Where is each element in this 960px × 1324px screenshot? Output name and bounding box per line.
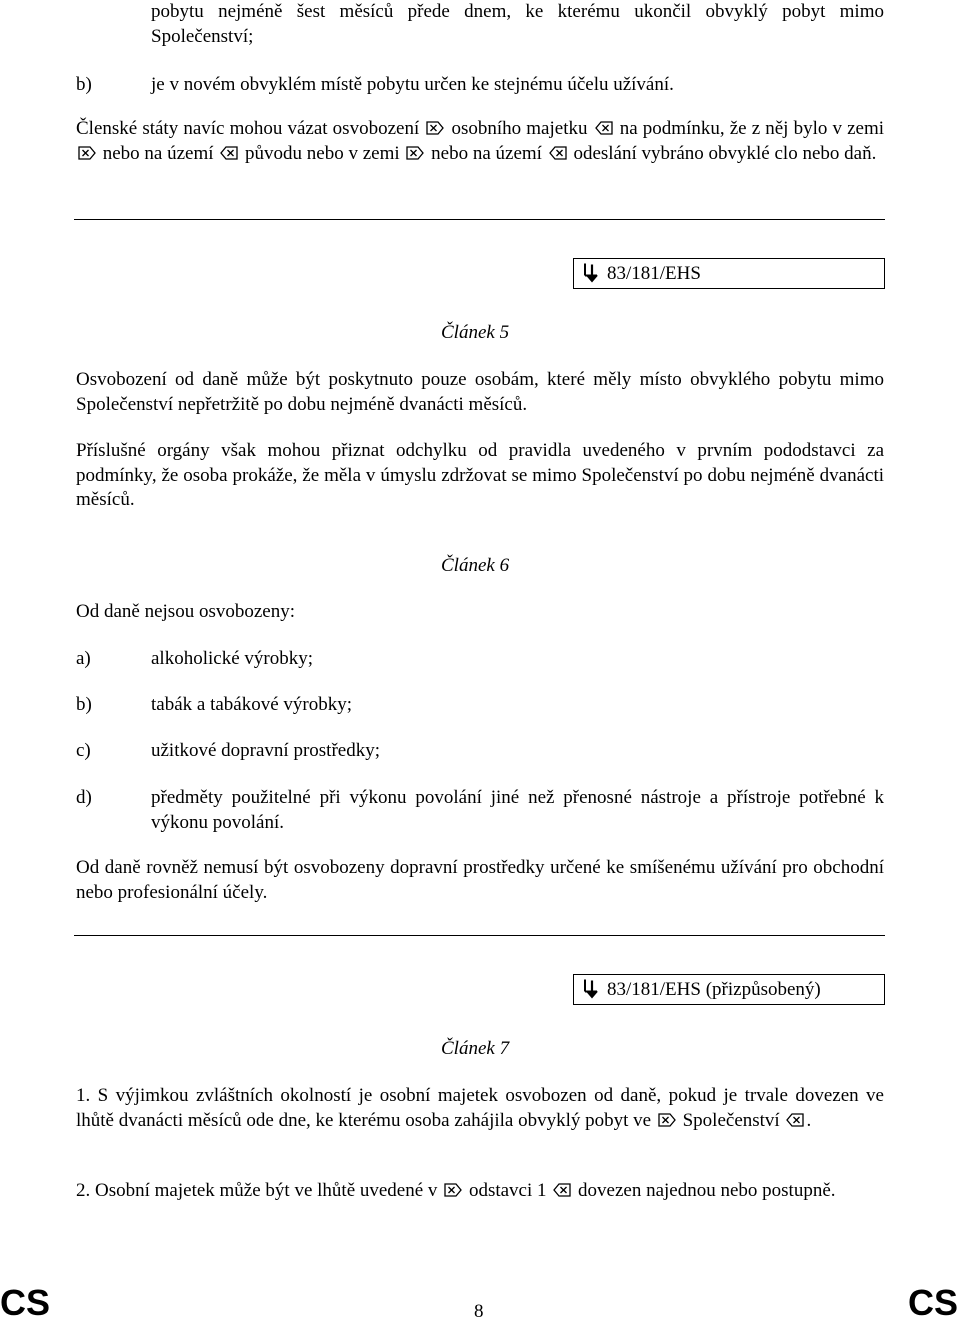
article-7-paragraph-1: 1. S výjimkou zvláštních okolností je osobní majetek osvobozen od daně, pokud je trvale dovezen ve lhůtě dvanácti měsíců ode dne, ke kterému osoba zahájila obvyklý pobyt ve Společenství . [76, 1085, 884, 1131]
list-letter-b: b) [76, 694, 92, 715]
article-5-paragraph-2: Příslušné orgány však mohou přiznat odchylku od pravidla uvedeného v prvním pododstavci za podmínky, že osoba prokáže, že měla v úmyslu zdržovat se mimo Společenství po dobu nejméně dvanácti měsíců. [76, 440, 884, 510]
article-5-paragraph-1: Osvobození od daně může být poskytnuto pouze osobám, které měly místo obvyklého pobytu mimo Společenství nepřetržitě po dobu nejméně dvanácti měsíců. [76, 369, 884, 415]
insertion-start-marker-icon [444, 1183, 462, 1197]
article-6-closing: Od daně rovněž nemusí být osvobozeny dopravní prostředky určené ke smíšenému užívání pro obchodní nebo profesionální účely. [76, 857, 884, 903]
article-6-intro: Od daně nejsou osvobozeny: [76, 601, 295, 622]
insertion-end-marker-icon [553, 1183, 571, 1197]
down-arrow-icon [583, 259, 601, 288]
footer-language-code-left: CS [0, 1282, 51, 1323]
footer-language-code-right: CS [907, 1282, 958, 1323]
source-reference-text: 83/181/EHS [607, 263, 701, 284]
list-item-continuation: pobytu nejméně šest měsíců přede dnem, ke kterému ukončil obvyklý pobyt mimo Společenství; [151, 1, 884, 47]
list-item-d: předměty použitelné při výkonu povolání jiné než přenosné nástroje a přístroje potřebné k výkonu povolání. [151, 787, 884, 833]
list-letter-b: b) [76, 74, 92, 95]
source-reference-box [573, 974, 885, 1005]
page-number: 8 [474, 1301, 484, 1322]
list-item-a: alkoholické výrobky; [151, 648, 313, 669]
insertion-start-marker-icon [658, 1113, 676, 1127]
article-7-paragraph-2: 2. Osobní majetek může být ve lhůtě uvedené v odstavci 1 dovezen najednou nebo postupně. [76, 1180, 836, 1201]
insertion-end-marker-icon [595, 121, 613, 135]
source-reference-box [573, 258, 885, 289]
section-divider [74, 935, 885, 936]
insertion-end-marker-icon [549, 146, 567, 160]
list-item-b: tabák a tabákové výrobky; [151, 694, 353, 715]
list-item-c: užitkové dopravní prostředky; [151, 740, 381, 761]
list-item-b: je v novém obvyklém místě pobytu určen ke stejnému účelu užívání. [151, 74, 674, 95]
insertion-start-marker-icon [406, 146, 424, 160]
list-letter-a: a) [76, 648, 91, 669]
insertion-end-marker-icon [220, 146, 238, 160]
article-6-title: Článek 6 [441, 555, 510, 576]
down-arrow-icon [583, 975, 601, 1004]
paragraph-member-states: Členské státy navíc mohou vázat osvobození osobního majetku na podmínku, že z něj bylo v zemi nebo na území původu nebo v zemi nebo na území odeslání vybráno obvyklé clo nebo daň. [76, 118, 885, 164]
section-divider [74, 219, 885, 220]
source-reference-text: 83/181/EHS (přizpůsobený) [607, 979, 821, 1000]
insertion-end-marker-icon [786, 1113, 804, 1127]
insertion-start-marker-icon [426, 121, 444, 135]
article-7-title: Článek 7 [441, 1038, 510, 1059]
list-letter-d: d) [76, 787, 92, 808]
insertion-start-marker-icon [78, 146, 96, 160]
list-letter-c: c) [76, 740, 91, 761]
article-5-title: Článek 5 [441, 322, 510, 343]
